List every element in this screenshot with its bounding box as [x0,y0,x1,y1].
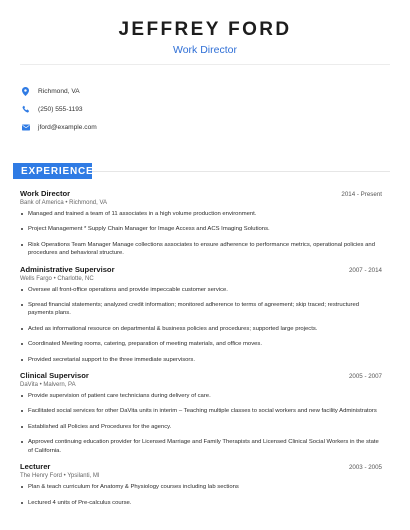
contact-phone-text: (250) 555-1193 [38,105,83,113]
job-location: Charlotte, NC [57,275,94,282]
job-entry [20,371,382,455]
header-divider [20,64,390,65]
contact-phone [21,100,97,118]
candidate-name: JEFFREY FORD [118,19,292,40]
job-bullets [20,286,382,364]
job-location: Ypsilanti, MI [67,473,100,480]
job-company-line: Bank of America • Richmond, VA [20,200,108,206]
job-bullet: Lectured 4 units of Pre-calculus course. [20,499,382,507]
email-icon [21,123,30,132]
job-dates: 2007 - 2014 [348,266,382,274]
job-company: The Henry Ford [20,473,63,480]
job-bullet: Established all Policies and Procedures for the agency. [20,423,382,431]
job-bullet: Risk Operations Team Manager Manage collections associates to ensure adherence to performance metrics, operational policies and procedures and behavioral structure. [20,241,382,258]
contact-email [21,118,97,136]
contact-location [21,82,97,100]
job-bullet: Acted as informational resource on departmental & business policies and procedures; supported large projects. [20,325,382,333]
job-company: Bank of America [20,200,64,206]
job-bullet: Plan & teach curriculum for Anatomy & Physiology courses including lab sections [20,483,382,491]
contact-list [21,82,97,136]
contact-location-text: Richmond, VA [38,87,80,95]
job-company: Wells Fargo [20,275,52,282]
job-bullet: Spread financial statements; analyzed credit information; monitored adherence to terms of agreement; skip traced; restructured payments plans. [20,301,382,318]
location-pin-icon [21,87,30,96]
job-company: DaVita [20,382,38,389]
job-bullet: Oversee all front-office operations and provide impeccable customer service. [20,286,382,294]
job-company-line: The Henry Ford • Ypsilanti, MI [20,473,100,480]
job-dates: 2014 - Present [341,191,382,198]
contact-email-text: jford@example.com [38,123,97,131]
job-bullet: Project Management * Supply Chain Manager for Image Access and ACS Imaging Solutions. [20,225,382,233]
job-entry [20,265,382,364]
job-bullet: Managed and trained a team of 11 associates in a high volume production environment. [20,210,382,218]
job-company-line: DaVita • Malvern, PA [20,382,76,389]
job-title: Work Director [20,189,71,198]
experience-heading: EXPERIENCE [13,163,92,179]
job-title: Lecturer [20,462,51,472]
job-bullet: Provide supervision of patient care technicians during delivery of care. [20,392,382,400]
job-dates: 2003 - 2005 [348,464,382,472]
job-bullets [20,392,382,455]
job-location: Richmond, VA [69,200,108,206]
resume-header [0,0,410,56]
job-bullet: Facilitated social services for other DaVita units in interim – Teaching multiple classes to social workers and new facility Administrators [20,407,382,415]
job-entry [20,462,382,507]
job-title: Clinical Supervisor [20,371,89,381]
phone-icon [21,105,30,114]
job-title: Administrative Supervisor [20,264,115,274]
job-bullets [20,483,382,507]
job-bullet: Coordinated Meeting rooms, catering, preparation of meeting materials, and office moves. [20,340,382,348]
job-entry [20,189,382,258]
job-bullets [20,210,382,258]
candidate-title: Work Director [173,44,237,56]
job-location: Malvern, PA [43,382,76,389]
experience-list [20,189,382,514]
job-bullet: Approved continuing education provider for Licensed Marriage and Family Therapists and Licensed Clinical Social Workers in the state of California. [20,438,382,455]
experience-divider [92,171,390,172]
job-bullet: Provided secretarial support to the three immediate supervisors. [20,356,382,364]
job-dates: 2005 - 2007 [348,373,382,381]
job-company-line: Wells Fargo • Charlotte, NC [20,275,94,282]
